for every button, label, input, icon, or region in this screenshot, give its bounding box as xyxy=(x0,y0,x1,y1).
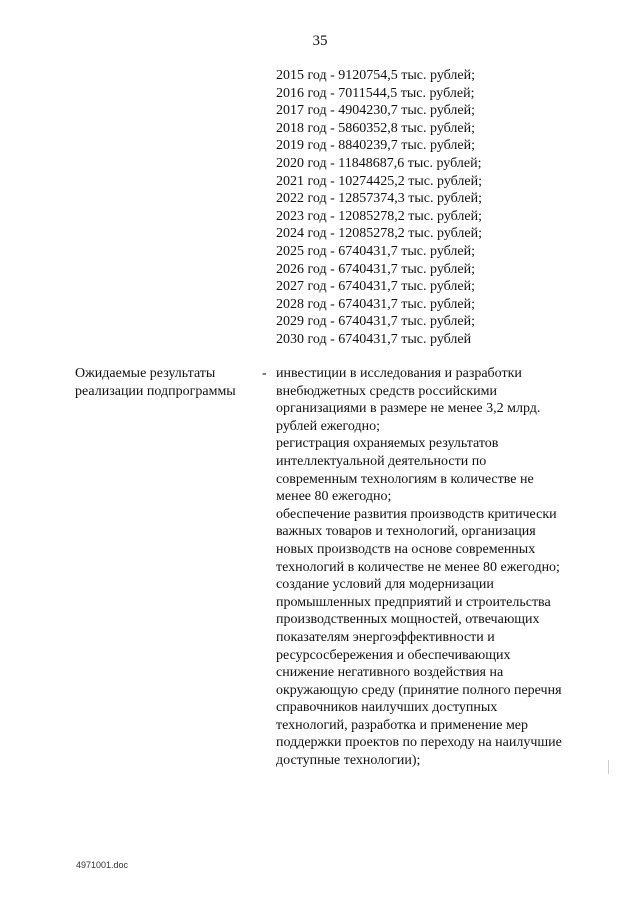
funding-line: 2024 год - 12085278,2 тыс. рублей; xyxy=(276,226,483,242)
funding-line: 2017 год - 4904230,7 тыс. рублей; xyxy=(276,103,476,119)
funding-line: 2015 год - 9120754,5 тыс. рублей; xyxy=(276,68,476,83)
funding-line: 2016 год - 7011544,5 тыс. рублей; xyxy=(276,85,475,101)
funding-line: 2022 год - 12857374,3 тыс. рублей; xyxy=(276,191,483,207)
expected-results-label xyxy=(75,365,265,400)
result-item: инвестиции в исследования и разработки внебюджетных средств российскими организациями в размере не менее 3,2 млрд. рублей ежегодно; xyxy=(276,366,541,434)
funding-line: 2019 год - 8840239,7 тыс. рублей; xyxy=(276,138,476,154)
funding-line: 2025 год - 6740431,7 тыс. рублей; xyxy=(276,243,476,259)
label-dash: - xyxy=(262,366,267,381)
funding-line: 2029 год - 6740431,7 тыс. рублей; xyxy=(276,314,476,330)
scan-edge-mark xyxy=(608,760,609,774)
document-filename: 4971001.doc xyxy=(76,860,129,870)
funding-line: 2018 год - 5860352,8 тыс. рублей; xyxy=(276,120,476,136)
result-item: создание условий для модернизации промышленных предприятий и строительства производственных мощностей, отвечающих показателям энергоэффективности и ресурсосбережения и обеспечивающих снижение негативного воздействия на окружающую среду (принятие полного перечня справочников наилучших доступных технологий, разработка и применение мер поддержки проектов по переходу на наилучшие доступные технологии); xyxy=(276,577,562,769)
funding-line: 2023 год - 12085278,2 тыс. рублей; xyxy=(276,208,483,224)
funding-line: 2028 год - 6740431,7 тыс. рублей; xyxy=(276,296,476,312)
result-item: обеспечение развития производств критически важных товаров и технологий, организация новых производств на основе современных технологий в количестве не менее 80 ежегодно; xyxy=(276,506,560,575)
funding-line: 2030 год - 6740431,7 тыс. рублей xyxy=(276,331,472,347)
funding-line: 2026 год - 6740431,7 тыс. рублей; xyxy=(276,261,476,277)
funding-line: 2021 год - 10274425,2 тыс. рублей; xyxy=(276,173,483,189)
result-item: регистрация охраняемых результатов интеллектуальной деятельности по современным технологиям в количестве не менее 80 ежегодно; xyxy=(276,436,534,505)
page-number: 35 xyxy=(312,33,328,49)
label-line: реализации подпрограммы xyxy=(75,383,236,399)
label-line: Ожидаемые результаты xyxy=(75,366,216,381)
funding-line: 2027 год - 6740431,7 тыс. рублей; xyxy=(276,279,476,295)
funding-line: 2020 год - 11848687,6 тыс. рублей; xyxy=(276,155,482,171)
funding-by-year-list xyxy=(276,67,606,349)
expected-results-list xyxy=(276,365,568,770)
